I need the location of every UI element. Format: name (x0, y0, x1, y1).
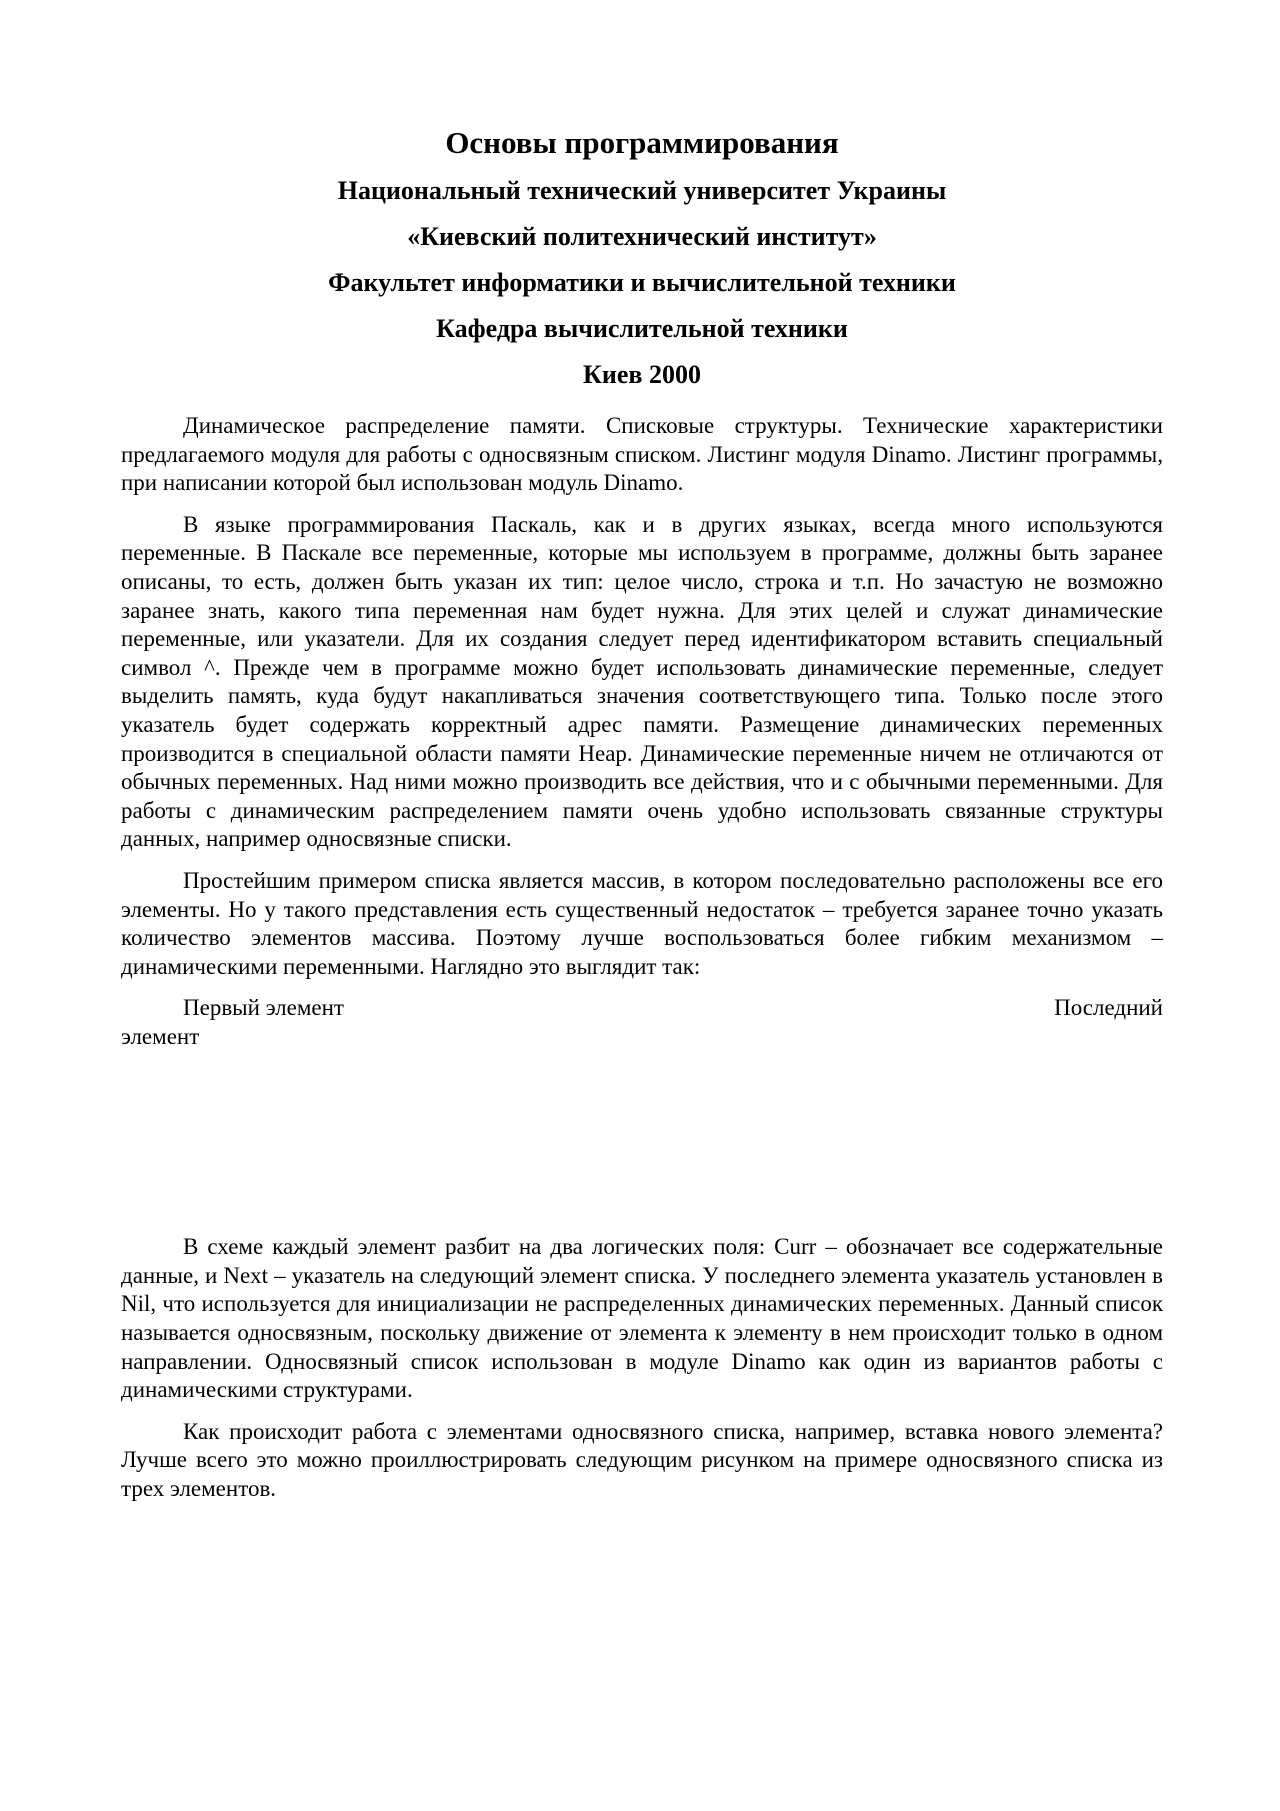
document-content (121, 118, 1163, 1517)
last-element-label-continued: элемент (121, 1023, 200, 1049)
last-element-label: Последний (1054, 995, 1163, 1021)
document-title: Основы программирования (445, 125, 839, 160)
diagram-area (121, 1052, 1163, 1233)
paragraph-scheme: В схеме каждый элемент разбит на два логических поля: Curr – обозначает все содержательные данные, и Next – указатель на следующий элемент списка. У последнего элемента указатель установлен в Nil, что используется для инициализации не распределенных динамических переменных. Данный список называется односвязным, поскольку движение от элемента к элементу в нем происходит только в одном направлении. Односвязный список использован в модуле Dinamo как один из вариантов работы с динамическими структурами. (121, 1234, 1163, 1403)
first-element-label: Первый элемент (183, 995, 344, 1021)
paragraph-list-example: Простейшим примером списка является массив, в котором последовательно расположены все его элементы. Но у такого представления есть существенный недостаток – требуется заранее точно указать количество элементов массива. Поэтому лучше воспользоваться более гибким механизмом – динамическими переменными. Наглядно это выглядит так: (121, 867, 1163, 979)
institute-name: «Киевский политехнический институт» (407, 222, 877, 251)
faculty-name: Факультет информатики и вычислительной техники (328, 268, 956, 297)
paragraph-pointers: В языке программирования Паскаль, как и в других языках, всегда много используются переменные. В Паскале все переменные, которые мы используем в программе, должны быть заранее описаны, то есть, должен быть указан их тип: целое число, строка и т.п. Но зачастую не возможно заранее знать, какого типа переменная нам будет нужна. Для этих целей и служат динамические переменные, или указатели. Для их создания следует перед идентификатором вставить специальный символ ^. Прежде чем в программе можно будет использовать динамические переменные, следует выделить память, куда будут накапливаться значения соответствующего типа. Только после этого указатель будет содержать корректный адрес памяти. Размещение динамических переменных производится в специальной области памяти Heap. Динамические переменные ничем не отличаются от обычных переменных. Над ними можно производить все действия, что и с обычными переменными. Для работы с динамическим распределением памяти очень удобно использовать связанные структуры данных, например односвязные списки. (121, 511, 1163, 852)
diagram-labels (121, 994, 1163, 1052)
paragraph-insertion: Как происходит работа с элементами односвязного списка, например, вставка нового элемента? Лучше всего это можно проиллюстрировать следующим рисунком на примере односвязного списка из трех элементов. (121, 1418, 1163, 1502)
paragraph-abstract: Динамическое распределение памяти. Списковые структуры. Технические характеристики предлагаемого модуля для работы с односвязным списком. Листинг модуля Dinamo. Листинг программы, при написании которой был использован модуль Dinamo. (121, 413, 1163, 496)
title-block (121, 118, 1163, 398)
department-name: Кафедра вычислительной техники (436, 314, 848, 343)
city-year: Киев 2000 (583, 360, 701, 389)
university-name: Национальный технический университет Украины (337, 176, 947, 205)
